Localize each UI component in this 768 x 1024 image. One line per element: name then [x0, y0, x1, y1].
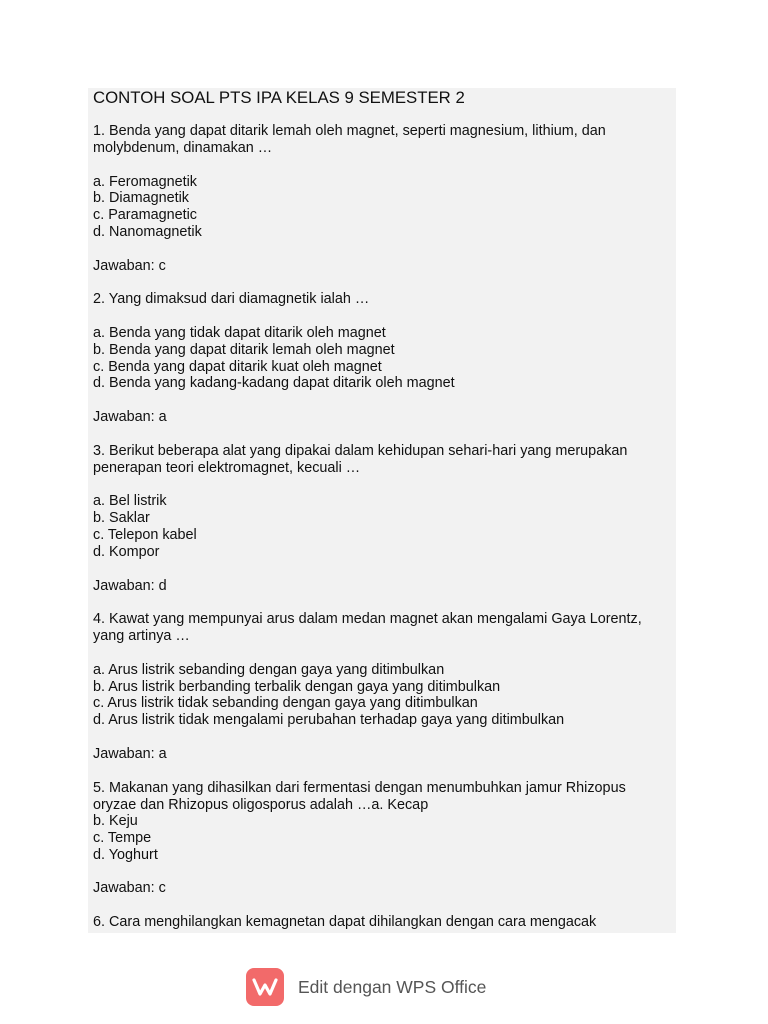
question-4-option-d: d. Arus listrik tidak mengalami perubahan terhadap gaya yang ditimbulkan [93, 712, 565, 728]
question-2-option-c: c. Benda yang dapat ditarik kuat oleh magnet [93, 359, 382, 375]
question-3-answer: Jawaban: d [93, 578, 167, 594]
question-2-option-b: b. Benda yang dapat ditarik lemah oleh magnet [93, 342, 395, 358]
question-4-option-b: b. Arus listrik berbanding terbalik dengan gaya yang ditimbulkan [93, 679, 501, 695]
question-1-option-c: c. Paramagnetic [93, 207, 197, 223]
question-1-option-b: b. Diamagnetik [93, 190, 189, 206]
question-5-option-b: b. Keju [93, 813, 138, 829]
wps-logo-icon [246, 968, 284, 1006]
question-2-option-a: a. Benda yang tidak dapat ditarik oleh magnet [93, 325, 386, 341]
question-2-option-d: d. Benda yang kadang-kadang dapat ditarik oleh magnet [93, 375, 455, 391]
question-3-option-d: d. Kompor [93, 544, 160, 560]
question-5-text-cont: oryzae dan Rhizopus oligosporus adalah …a. Kecap [93, 797, 429, 813]
document-page [88, 88, 676, 933]
question-3-option-c: c. Telepon kabel [93, 527, 197, 543]
question-5-option-c: c. Tempe [93, 830, 152, 846]
question-1-text-cont: molybdenum, dinamakan … [93, 140, 273, 156]
question-1-option-d: d. Nanomagnetik [93, 224, 202, 240]
question-4-option-c: c. Arus listrik tidak sebanding dengan gaya yang ditimbulkan [93, 695, 478, 711]
question-2-text: 2. Yang dimaksud dari diamagnetik ialah … [93, 291, 370, 307]
wps-edit-label: Edit dengan WPS Office [298, 976, 487, 997]
question-4-option-a: a. Arus listrik sebanding dengan gaya yang ditimbulkan [93, 662, 445, 678]
question-3-option-a: a. Bel listrik [93, 493, 167, 509]
question-5-option-d: d. Yoghurt [93, 847, 158, 863]
question-4-answer: Jawaban: a [93, 746, 167, 762]
document-title: CONTOH SOAL PTS IPA KELAS 9 SEMESTER 2 [93, 88, 465, 107]
question-5-answer: Jawaban: c [93, 880, 166, 896]
question-2-answer: Jawaban: a [93, 409, 167, 425]
question-4-text-cont: yang artinya … [93, 628, 190, 644]
question-3-text-cont: penerapan teori elektromagnet, kecuali … [93, 460, 361, 476]
question-6-text: 6. Cara menghilangkan kemagnetan dapat dihilangkan dengan cara mengacak [93, 914, 597, 930]
question-5-text: 5. Makanan yang dihasilkan dari fermentasi dengan menumbuhkan jamur Rhizopus [93, 780, 626, 796]
question-3-option-b: b. Saklar [93, 510, 150, 526]
question-1-text: 1. Benda yang dapat ditarik lemah oleh magnet, seperti magnesium, lithium, dan [93, 123, 606, 139]
question-4-text: 4. Kawat yang mempunyai arus dalam medan magnet akan mengalami Gaya Lorentz, [93, 611, 642, 627]
question-1-answer: Jawaban: c [93, 258, 166, 274]
wps-edit-banner[interactable] [246, 968, 486, 1006]
question-3-text: 3. Berikut beberapa alat yang dipakai dalam kehidupan sehari-hari yang merupakan [93, 443, 628, 459]
question-1-option-a: a. Feromagnetik [93, 174, 197, 190]
